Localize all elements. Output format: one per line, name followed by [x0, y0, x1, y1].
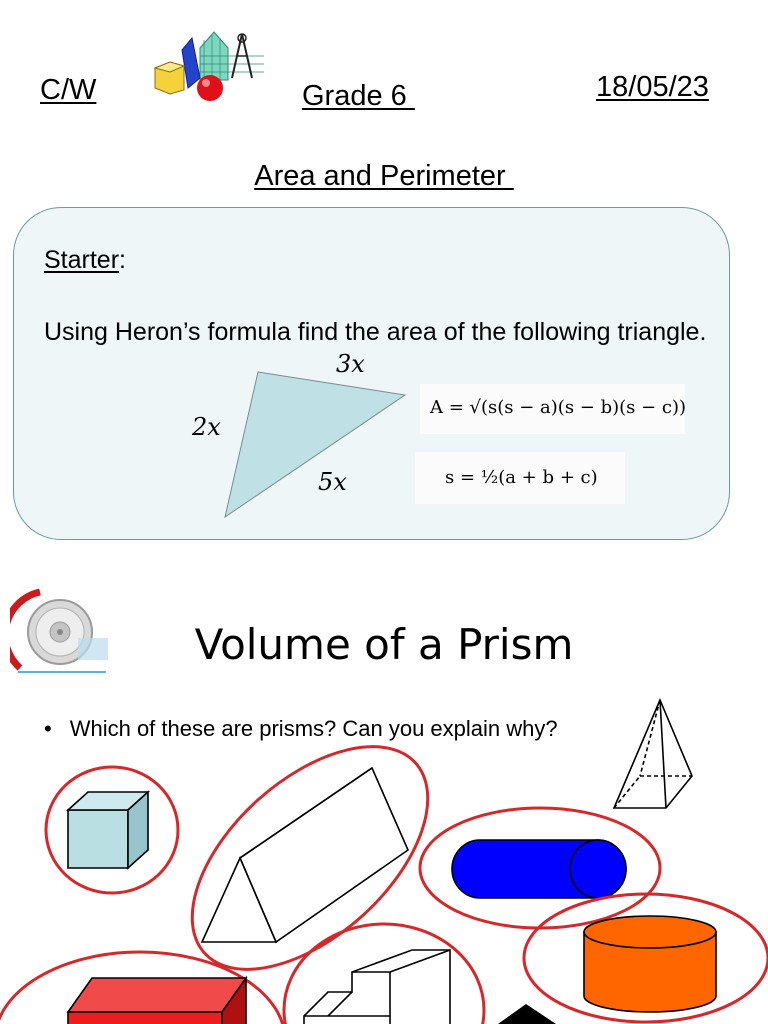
- triangle-label-left: 2x: [192, 413, 221, 441]
- starter-heading: [44, 246, 126, 275]
- black-pyramid-shape: [498, 1004, 556, 1024]
- triangular-prism-shape: [202, 768, 408, 942]
- heron-area-formula-text: A = √(s(s − a)(s − b)(s − c)): [430, 397, 687, 418]
- semi-perimeter-formula: [415, 452, 625, 504]
- page-title: Area and Perimeter: [254, 160, 514, 192]
- date-label: 18/05/23: [596, 71, 709, 103]
- starter-label: Starter: [44, 246, 120, 274]
- red-cuboid-shape: [68, 978, 246, 1024]
- orange-cylinder-shape: [584, 916, 716, 1012]
- starter-question: Using Heron’s formula find the area of the following triangle.: [44, 318, 707, 346]
- starter-colon: :: [119, 246, 126, 274]
- triangle-label-bottom: 5x: [318, 468, 347, 496]
- question-text: Which of these are prisms? Can you explain why?: [69, 716, 558, 741]
- square-pyramid-shape: [614, 700, 692, 808]
- bullet-dot: •: [44, 716, 52, 741]
- l-shape-prism-shape: [304, 950, 450, 1024]
- triangle-label-top: 3x: [336, 350, 365, 378]
- triangle-shape: [225, 372, 405, 517]
- cube-shape: [68, 792, 148, 868]
- shapes-figure: [0, 690, 768, 1024]
- geometry-shapes-icon: [152, 30, 272, 107]
- heron-area-formula: [420, 384, 685, 434]
- classwork-label: C/W: [40, 74, 97, 106]
- grade-label: Grade 6: [302, 80, 415, 112]
- lesson-title: Volume of a Prism: [194, 620, 574, 669]
- semi-perimeter-formula-text: s = ½(a + b + c): [445, 467, 598, 488]
- blue-cylinder-shape: [452, 840, 626, 898]
